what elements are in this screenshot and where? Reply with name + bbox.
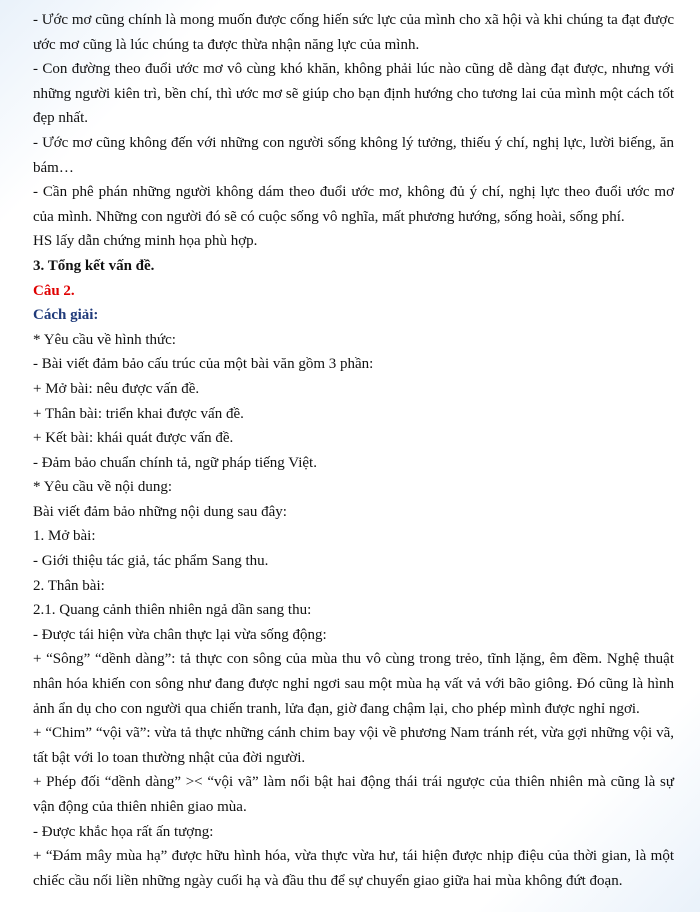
paragraph-yeu-cau-hinh-thuc: * Yêu cầu về hình thức: — [33, 331, 176, 348]
paragraph-uoc-mo-cong-hien: - Ước mơ cũng chính là mong muốn được cống hiến sức lực của mình cho xã hội và khi chúng ta đạt được ước mơ cũng là lúc chúng ta được thừa nhận năng lực của mình. — [33, 12, 674, 53]
heading-tong-ket: 3. Tổng kết vấn đề. — [33, 257, 155, 274]
paragraph-mo-bai: 1. Mở bài: — [33, 528, 96, 545]
document-body — [33, 8, 674, 893]
paragraph-than-bai: 2. Thân bài: — [33, 577, 105, 594]
paragraph-phep-doi: + Phép đối “dềnh dàng” >< “vội vã” làm nổi bật hai động thái trái ngược của thiên nhiên mà cũng là sự vận động của thiên nhiên giao mùa. — [33, 774, 674, 815]
paragraph-gioi-thieu-tac-gia: - Giới thiệu tác giả, tác phẩm Sang thu. — [33, 553, 269, 570]
paragraph-dam-may-mua-ha: + “Đám mây mùa hạ” được hữu hình hóa, vừa thực vừa hư, tái hiện được nhịp điệu của thời gian, là một chiếc cầu nối liền những ngày cuối hạ và đầu thu để sự chuyển giao giữa hai mùa không đứt đoạn. — [33, 848, 674, 889]
paragraph-cau-truc-3-phan: - Bài viết đảm bảo cấu trúc của một bài văn gồm 3 phần: — [33, 356, 374, 373]
paragraph-chim-voi-va: + “Chim” “vội vã”: vừa tả thực những cánh chim bay vội về phương Nam tránh rét, vừa gợi những vội vã, tất bật với lo toan thường nhật của đời người. — [33, 725, 674, 766]
paragraph-chinh-ta: - Đảm bảo chuẩn chính tả, ngữ pháp tiếng Việt. — [33, 454, 317, 471]
paragraph-khong-ly-tuong: - Ước mơ cũng không đến với những con người sống không lý tưởng, thiếu ý chí, nghị lực, lười biếng, ăn bám… — [33, 134, 674, 176]
paragraph-con-duong-uoc-mo: - Con đường theo đuổi ước mơ vô cùng khó khăn, không phải lúc nào cũng dễ dàng đạt được, nhưng với những người kiên trì, bền chí, thì ước mơ sẽ giúp cho bạn định hướng cho tương lai của mình một cách tốt đẹp nhất. — [33, 61, 674, 127]
paragraph-ket-bai-hinh-thuc: + Kết bài: khái quát được vấn đề. — [33, 430, 234, 447]
paragraph-yeu-cau-noi-dung: * Yêu cầu về nội dung: — [33, 479, 172, 496]
paragraph-than-bai-hinh-thuc: + Thân bài: triển khai được vấn đề. — [33, 405, 244, 422]
paragraph-mo-bai-hinh-thuc: + Mở bài: nêu được vấn đề. — [33, 380, 200, 397]
paragraph-quang-canh-thien-nhien: 2.1. Quang cảnh thiên nhiên ngả dần sang thu: — [33, 602, 312, 619]
heading-cach-giai: Cách giải: — [33, 307, 99, 324]
heading-cau-2: Câu 2. — [33, 282, 75, 299]
paragraph-noi-dung-sau-day: Bài viết đảm bảo những nội dung sau đây: — [33, 503, 287, 520]
paragraph-khac-hoa-an-tuong: - Được khắc họa rất ấn tượng: — [33, 823, 214, 840]
paragraph-phe-phan: - Cần phê phán những người không dám theo đuổi ước mơ, không đủ ý chí, nghị lực theo đuổi ước mơ của mình. Những con người đó sẽ có cuộc sống vô nghĩa, mất phương hướng, sống hoài, sống phí. — [33, 184, 674, 225]
paragraph-song-denh-dang: + “Sông” “dềnh dàng”: tả thực con sông của mùa thu vô cùng trong trẻo, tĩnh lặng, êm đềm. Nghệ thuật nhân hóa khiến con sông như đang được nghỉ ngơi sau một mùa hạ vất vả với bão giông. Đó cũng là hình ảnh ẩn dụ cho con người qua chiến tranh, lửa đạn, giờ đang chậm lại, cho phép mình được nghỉ ngơi. — [33, 651, 674, 717]
paragraph-tai-hien-chan-thuc: - Được tái hiện vừa chân thực lại vừa sống động: — [33, 626, 327, 643]
paragraph-dan-chung: HS lấy dẫn chứng minh họa phù hợp. — [33, 233, 258, 250]
